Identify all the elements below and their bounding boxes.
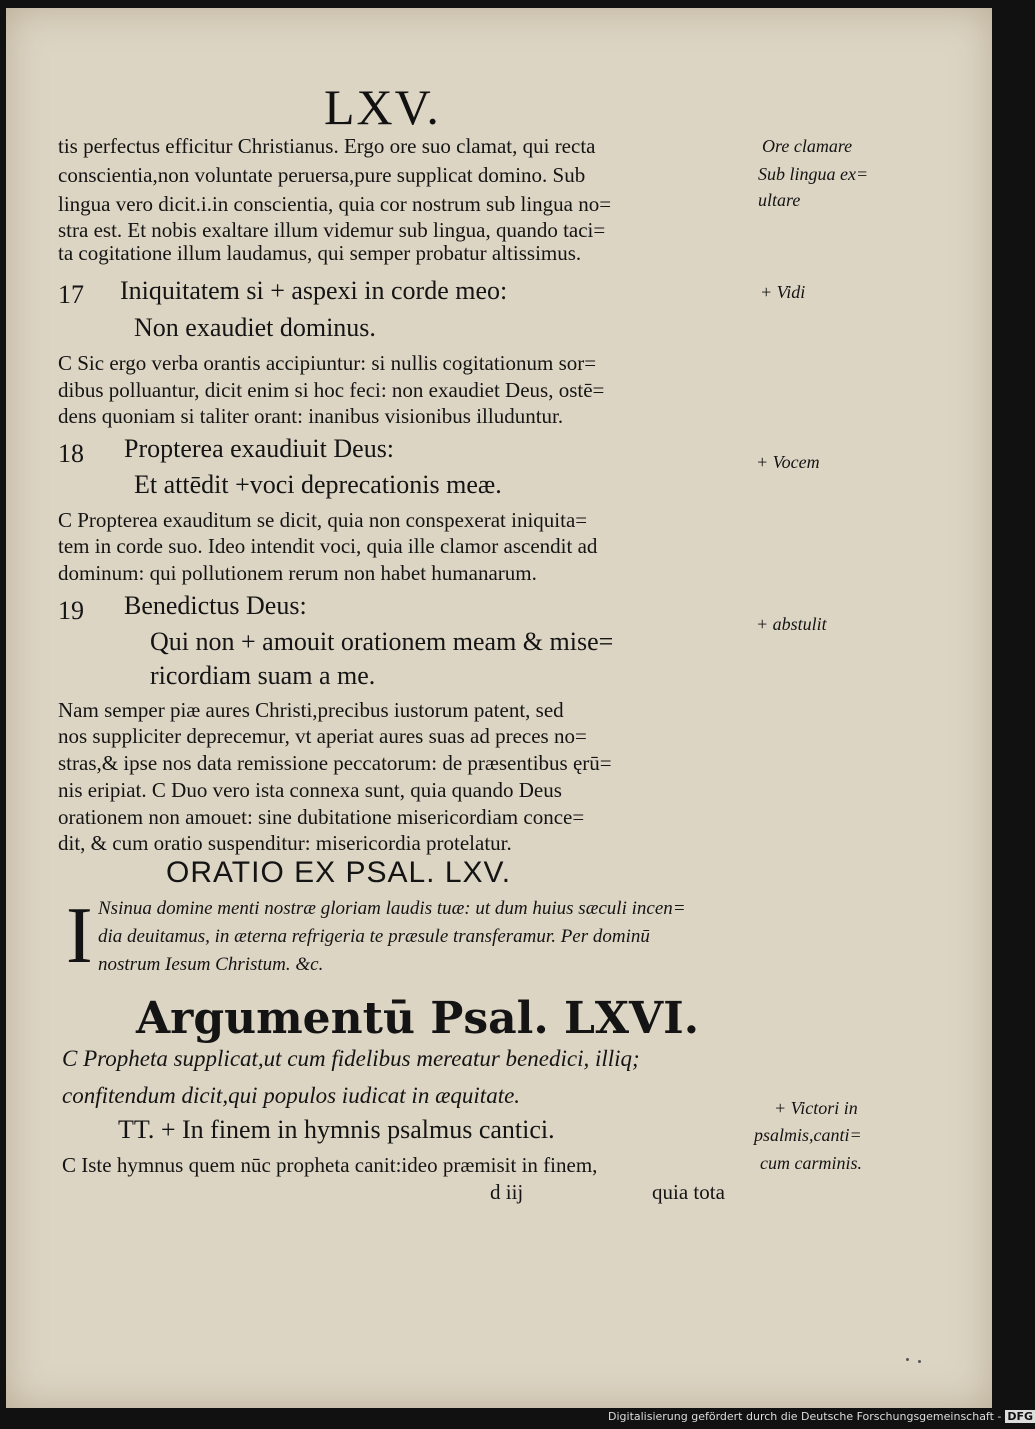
margin-note: psalmis,canti= [754,1125,862,1145]
credit-text: Digitalisierung gefördert durch die Deutsche Forschungsgemeinschaft - [608,1410,1002,1423]
argument-title: Argumentū Psal. LXVI. [136,993,700,1044]
oratio-line: dia deuitamus, in æterna refrigeria te præsule transferamur. Per dominū [98,926,650,947]
text-line: conscientia,non voluntate peruersa,pure supplicat domino. Sub [58,163,586,187]
verse-number: 18 [58,439,84,468]
argument-line: confitendum dicit,qui populos iudicat in æquitate. [62,1083,521,1108]
commentary-line: orationem non amouet: sine dubitatione misericordiam conce= [58,805,585,829]
commentary-line: C Sic ergo verba orantis accipiuntur: si nullis cogitationum sor= [58,351,597,375]
dfg-logo: DFG [1007,1410,1034,1423]
commentary-line: C Iste hymnus quem nūc propheta canit:ideo præmisit in finem, [62,1153,598,1177]
catchword: quia tota [652,1180,725,1204]
oratio-title: ORATIO EX PSAL. LXV. [166,856,512,889]
commentary-line: nis eripiat. C Duo vero ista connexa sunt, quia quando Deus [58,778,562,802]
commentary-line: nos suppliciter deprecemur, vt aperiat aures suas ad preces no= [58,724,587,748]
text-line: tis perfectus efficitur Christianus. Ergo ore suo clamat, qui recta [58,134,596,158]
margin-note: Ore clamare [762,136,853,156]
digitization-credit [608,1410,1035,1423]
argument-line: C Propheta supplicat,ut cum fidelibus mereatur benedici, illiq; [62,1046,640,1071]
margin-note: + Vocem [756,452,820,472]
drop-cap-initial: I [66,892,93,980]
margin-note: ultare [758,190,801,210]
psalm-verse: Iniquitatem si + aspexi in corde meo: [120,276,508,305]
margin-note: Sub lingua ex= [758,164,869,184]
margin-note: + Victori in [774,1098,858,1118]
commentary-line: C Propterea exauditum se dicit, quia non conspexerat iniquita= [58,508,588,532]
margin-note: cum carminis. [760,1153,862,1173]
oratio-line: nostrum Iesum Christum. &c. [98,954,324,975]
commentary-line: Nam semper piæ aures Christi,precibus iustorum patent, sed [58,698,564,722]
commentary-line: tem in corde suo. Ideo intendit voci, quia ille clamor ascendit ad [58,534,598,558]
text-line: lingua vero dicit.i.in conscientia, quia cor nostrum sub lingua no= [58,192,612,216]
speck [906,1358,909,1361]
commentary-line: dit, & cum oratio suspenditur: misericordia protelatur. [58,831,512,855]
folio-number: LXV. [324,79,441,135]
psalm-verse: Benedictus Deus: [124,591,307,620]
speck [918,1360,921,1363]
psalm-verse: Qui non + amouit orationem meam & mise= [150,627,614,656]
signature-mark: d iij [490,1180,524,1204]
oratio-line: Nsinua domine menti nostræ gloriam laudis tuæ: ut dum huius sæculi incen= [98,898,686,919]
psalm-verse: ricordiam suam a me. [150,661,376,690]
commentary-line: dibus polluantur, dicit enim si hoc feci: non exaudiet Deus, ostē= [58,378,605,402]
book-page [6,8,992,1408]
margin-note: + abstulit [756,614,827,634]
text-line: stra est. Et nobis exaltare illum videmur sub lingua, quando taci= [58,218,606,242]
psalm-verse: Non exaudiet dominus. [134,313,376,342]
psalm-title-line: TT. + In finem in hymnis psalmus cantici. [118,1115,555,1144]
psalm-verse: Et attēdit +voci deprecationis meæ. [134,470,502,499]
verse-number: 19 [58,596,84,625]
verse-number: 17 [58,280,84,309]
text-line: ta cogitatione illum laudamus, qui semper probatur altissimus. [58,241,582,265]
commentary-line: stras,& ipse nos data remissione peccatorum: de præsentibus ęrū= [58,751,612,775]
margin-note: + Vidi [760,282,806,302]
commentary-line: dens quoniam si taliter orant: inanibus visionibus illuduntur. [58,404,564,428]
psalm-verse: Propterea exaudiuit Deus: [124,434,395,463]
commentary-line: dominum: qui pollutionem rerum non habet humanarum. [58,561,537,585]
